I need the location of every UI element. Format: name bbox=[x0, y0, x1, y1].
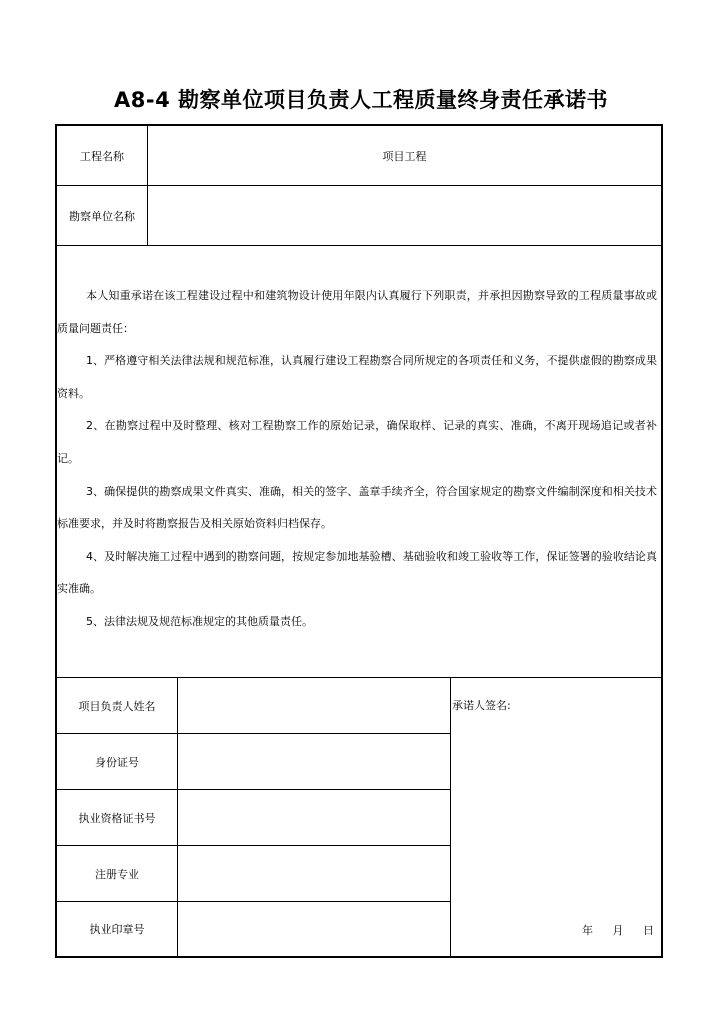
statement-item-5: 5、法律法规及规范标准规定的其他质量责任。 bbox=[86, 614, 313, 628]
date-day: 日 bbox=[643, 924, 654, 937]
registered-major-value[interactable] bbox=[178, 846, 450, 901]
survey-unit-value[interactable] bbox=[148, 186, 661, 245]
commitment-statement bbox=[57, 280, 657, 639]
seal-number-value[interactable] bbox=[178, 902, 450, 956]
project-name-label: 工程名称 bbox=[80, 149, 124, 163]
id-number-label: 身份证号 bbox=[95, 755, 139, 769]
divider bbox=[450, 677, 451, 958]
project-name-value[interactable]: 项目工程 bbox=[382, 149, 427, 163]
cert-number-value[interactable] bbox=[178, 790, 450, 845]
document-title: A8-4 勘察单位项目负责人工程质量终身责任承诺书 bbox=[113, 88, 608, 112]
cert-number-label: 执业资格证书号 bbox=[78, 811, 156, 825]
statement-item-2: 2、在勘察过程中及时整理、核对工程勘察工作的原始记录，确保取样、记录的真实、准确，不离开现场追记或者补记。 bbox=[57, 419, 657, 465]
seal-number-label: 执业印章号 bbox=[89, 923, 145, 936]
statement-item-4: 4、及时解决施工过程中遇到的勘察问题，按规定参加地基验槽、基础验收和竣工验收等工作，保证签署的验收结论真实准确。 bbox=[57, 549, 657, 596]
id-number-value[interactable] bbox=[178, 734, 450, 789]
signer-label: 承诺人签名: bbox=[452, 699, 511, 712]
leader-name-label: 项目负责人姓名 bbox=[78, 699, 156, 713]
statement-item-1: 1、严格遵守相关法律法规和规范标准，认真履行建设工程勘察合同所规定的各项责任和义务，不提供虚假的勘察成果资料。 bbox=[57, 354, 657, 400]
date-month: 月 bbox=[612, 924, 624, 937]
sign-date bbox=[582, 922, 654, 938]
registered-major-label: 注册专业 bbox=[95, 867, 139, 881]
divider bbox=[55, 245, 663, 246]
leader-name-value[interactable] bbox=[178, 678, 450, 733]
statement-item-3: 3、确保提供的勘察成果文件真实、准确，相关的签字、盖章手续齐全，符合国家规定的勘察文件编制深度和相关技术标准要求，并及时将勘察报告及相关原始资料归档保存。 bbox=[57, 484, 657, 531]
survey-unit-label: 勘察单位名称 bbox=[69, 209, 135, 223]
statement-intro: 本人知重承诺在该工程建设过程中和建筑物设计使用年限内认真履行下列职责，并承担因勘察导致的工程质量事故或质量问题责任： bbox=[57, 289, 657, 335]
date-year: 年 bbox=[582, 924, 593, 937]
